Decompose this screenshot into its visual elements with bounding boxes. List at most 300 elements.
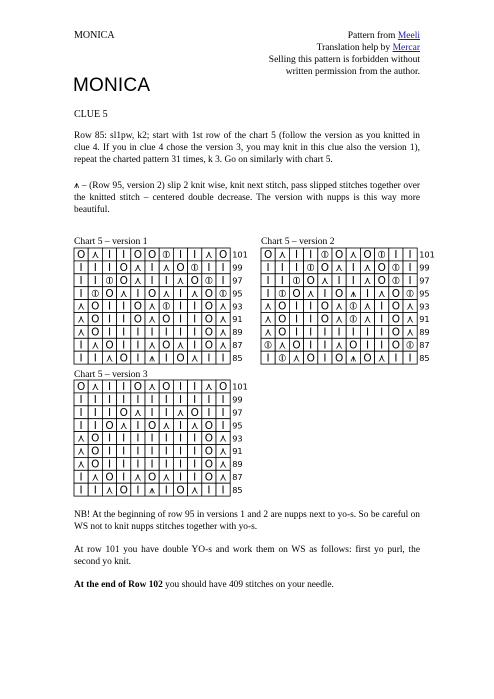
svg-text:I: I xyxy=(323,326,327,339)
chart-cell-yarn-over xyxy=(318,313,332,326)
chart-cell-decrease xyxy=(261,300,275,313)
svg-text:I: I xyxy=(294,300,299,313)
svg-text:⋏: ⋏ xyxy=(321,274,329,287)
double-decrease-symbol: ⩚ xyxy=(74,181,80,191)
svg-text:⋏: ⋏ xyxy=(134,274,142,287)
svg-text:O: O xyxy=(91,458,100,471)
chart-cell-knit xyxy=(74,419,88,432)
chart-cell-yarn-over xyxy=(202,313,216,326)
chart-cell-nupp xyxy=(318,248,332,261)
svg-text:O: O xyxy=(363,249,372,262)
credit-line-pattern: Pattern from Meeli xyxy=(347,31,420,41)
chart-cell-knit xyxy=(117,457,131,470)
svg-text:I: I xyxy=(136,458,140,471)
svg-text:⦶: ⦶ xyxy=(162,249,171,262)
svg-text:I: I xyxy=(193,432,197,445)
svg-text:O: O xyxy=(176,261,185,274)
svg-text:I: I xyxy=(193,313,197,326)
svg-text:I: I xyxy=(122,300,126,313)
chart-cell-knit xyxy=(202,393,216,406)
row-number: 95 xyxy=(232,420,243,431)
chart-cell-yarn-over xyxy=(389,287,403,300)
svg-text:O: O xyxy=(204,300,214,313)
svg-text:I: I xyxy=(107,261,112,274)
svg-text:I: I xyxy=(150,274,154,287)
chart-cell-yarn-over xyxy=(202,300,216,313)
svg-text:O: O xyxy=(76,249,86,262)
chart-cell-nupp xyxy=(216,287,230,300)
chart-cell-decrease xyxy=(202,248,216,261)
chart-cell-decrease xyxy=(375,287,389,300)
chart-cell-decrease xyxy=(74,313,88,326)
svg-text:O: O xyxy=(133,249,143,262)
svg-text:⋏: ⋏ xyxy=(264,326,272,339)
chart-cell-yarn-over xyxy=(74,380,88,393)
svg-text:⋏: ⋏ xyxy=(406,313,414,326)
svg-text:I: I xyxy=(93,419,97,432)
svg-text:O: O xyxy=(147,287,157,300)
chart-cell-knit xyxy=(102,325,116,338)
svg-text:I: I xyxy=(193,326,197,339)
chart-cell-knit xyxy=(74,406,88,419)
chart-cell-decrease xyxy=(216,432,230,445)
chart-cell-decrease xyxy=(403,313,417,326)
svg-text:O: O xyxy=(204,339,214,352)
svg-text:I: I xyxy=(351,261,355,274)
chart-cell-knit xyxy=(74,338,88,351)
chart-cell-yarn-over xyxy=(332,351,346,364)
chart-cell-double-decrease xyxy=(346,351,360,364)
svg-text:O: O xyxy=(176,484,185,497)
svg-text:⋏: ⋏ xyxy=(205,249,213,262)
chart-cell-yarn-over xyxy=(202,287,216,300)
chart-cell-knit xyxy=(318,287,332,300)
chart-cell-decrease xyxy=(275,248,289,261)
chart-cell-yarn-over xyxy=(102,419,116,432)
chart-cell-knit xyxy=(173,287,187,300)
svg-text:I: I xyxy=(280,261,284,274)
svg-text:⋏: ⋏ xyxy=(105,484,114,497)
chart-cell-decrease xyxy=(131,261,145,274)
chart-cell-yarn-over xyxy=(261,248,275,261)
chart-cell-knit xyxy=(102,406,116,419)
chart-cell-knit xyxy=(173,248,187,261)
chart-cell-decrease xyxy=(102,351,116,364)
svg-text:O: O xyxy=(204,432,214,445)
svg-text:I: I xyxy=(136,445,140,458)
svg-text:I: I xyxy=(266,261,270,274)
chart-cell-knit xyxy=(346,261,360,274)
svg-text:I: I xyxy=(79,352,83,365)
svg-text:⩚: ⩚ xyxy=(350,352,357,365)
svg-text:⋏: ⋏ xyxy=(219,445,227,458)
svg-text:I: I xyxy=(337,326,341,339)
chart-cell-yarn-over xyxy=(275,300,289,313)
svg-text:⋏: ⋏ xyxy=(176,274,185,287)
svg-text:I: I xyxy=(136,287,140,300)
svg-text:I: I xyxy=(164,484,168,497)
chart-cell-knit xyxy=(304,300,318,313)
svg-text:⋏: ⋏ xyxy=(205,381,213,394)
chart-cell-knit xyxy=(131,457,145,470)
svg-text:⋏: ⋏ xyxy=(119,419,128,432)
chart-cell-knit xyxy=(216,274,230,287)
svg-text:I: I xyxy=(107,381,112,394)
chart-cell-knit xyxy=(102,457,116,470)
chart-cell-knit xyxy=(289,325,303,338)
svg-text:⦶: ⦶ xyxy=(264,339,272,352)
chart-cell-knit xyxy=(261,261,275,274)
svg-text:I: I xyxy=(136,419,140,432)
chart-cell-nupp xyxy=(375,248,389,261)
chart-cell-decrease xyxy=(88,248,102,261)
svg-text:I: I xyxy=(122,471,126,484)
svg-text:I: I xyxy=(107,326,112,339)
chart-cell-knit xyxy=(389,248,403,261)
chart-cell-decrease xyxy=(332,338,346,351)
svg-text:I: I xyxy=(221,261,225,274)
svg-text:⋏: ⋏ xyxy=(190,352,199,365)
chart-cell-knit xyxy=(131,287,145,300)
svg-text:I: I xyxy=(79,261,83,274)
chart-cell-decrease xyxy=(145,300,159,313)
svg-text:⦶: ⦶ xyxy=(190,261,199,274)
svg-text:I: I xyxy=(178,287,183,300)
row-number: 93 xyxy=(232,301,243,312)
svg-text:⋏: ⋏ xyxy=(148,300,156,313)
end-of-row-note: At the end of Row 102 you should have 409 stitches on your needle. xyxy=(74,580,334,590)
svg-text:O: O xyxy=(147,249,157,262)
svg-text:I: I xyxy=(207,406,211,419)
chart-cell-knit xyxy=(159,351,173,364)
chart-cell-knit xyxy=(332,274,346,287)
page-title: MONICA xyxy=(73,75,151,96)
chart-cell-yarn-over xyxy=(188,274,202,287)
chart-cell-yarn-over xyxy=(173,483,187,496)
svg-text:O: O xyxy=(391,287,401,300)
svg-text:⩚: ⩚ xyxy=(149,352,156,365)
svg-text:I: I xyxy=(178,419,183,432)
svg-text:I: I xyxy=(266,352,270,365)
svg-text:I: I xyxy=(178,313,183,326)
chart-cell-knit xyxy=(117,432,131,445)
chart-cell-decrease xyxy=(216,457,230,470)
svg-text:⋏: ⋏ xyxy=(148,381,156,394)
chart-cell-yarn-over xyxy=(289,287,303,300)
svg-text:O: O xyxy=(377,261,386,274)
svg-text:⋏: ⋏ xyxy=(219,471,227,484)
chart-cell-knit xyxy=(188,432,202,445)
chart-cell-nupp xyxy=(289,274,303,287)
chart-cell-knit xyxy=(117,248,131,261)
chart-cell-knit xyxy=(88,351,102,364)
chart-cell-yarn-over xyxy=(88,300,102,313)
chart-cell-decrease xyxy=(117,287,131,300)
chart-cell-knit xyxy=(117,380,131,393)
row-number: 99 xyxy=(419,262,430,273)
row101-note: At row 101 you have double YO-s and work them on WS as follows: first yo purl, the second yo knit. xyxy=(74,545,420,567)
chart-cell-knit xyxy=(173,445,187,458)
svg-text:O: O xyxy=(190,274,199,287)
row-number: 91 xyxy=(232,446,243,457)
svg-text:⋏: ⋏ xyxy=(77,458,85,471)
chart-cell-knit xyxy=(145,274,159,287)
chart-cell-yarn-over xyxy=(131,380,145,393)
chart-cell-decrease xyxy=(145,338,159,351)
svg-text:I: I xyxy=(136,484,140,497)
svg-text:I: I xyxy=(380,339,384,352)
svg-text:I: I xyxy=(294,249,299,262)
chart-cell-knit xyxy=(173,380,187,393)
svg-text:I: I xyxy=(79,419,83,432)
chart-cell-nupp xyxy=(275,287,289,300)
meeli-link[interactable]: Meeli xyxy=(397,31,420,41)
svg-text:O: O xyxy=(204,471,214,484)
svg-text:⋏: ⋏ xyxy=(91,381,100,394)
svg-text:I: I xyxy=(380,326,384,339)
svg-text:⋏: ⋏ xyxy=(264,300,272,313)
svg-text:I: I xyxy=(309,249,313,262)
chart-cell-yarn-over xyxy=(88,445,102,458)
chart-cell-knit xyxy=(102,380,116,393)
svg-text:I: I xyxy=(150,393,154,406)
chart-cell-yarn-over xyxy=(375,261,389,274)
chart-cell-knit xyxy=(275,261,289,274)
chart-cell-decrease xyxy=(403,325,417,338)
svg-text:⋏: ⋏ xyxy=(148,313,156,326)
clue-heading: CLUE 5 xyxy=(74,109,108,120)
chart-cell-yarn-over xyxy=(74,248,88,261)
svg-text:I: I xyxy=(136,352,140,365)
row-number: 85 xyxy=(232,352,243,363)
svg-text:⋏: ⋏ xyxy=(77,300,85,313)
svg-text:⦶: ⦶ xyxy=(349,313,358,326)
svg-text:I: I xyxy=(122,313,126,326)
chart-cell-decrease xyxy=(117,419,131,432)
chart-cell-yarn-over xyxy=(117,274,131,287)
row-number: 87 xyxy=(232,471,243,482)
chart-cell-knit xyxy=(173,470,187,483)
svg-text:O: O xyxy=(162,339,171,352)
chart-cell-nupp xyxy=(88,287,102,300)
svg-text:I: I xyxy=(178,432,183,445)
chart-cell-knit xyxy=(117,338,131,351)
svg-text:I: I xyxy=(122,393,126,406)
chart-cell-yarn-over xyxy=(117,483,131,496)
chart-cell-knit xyxy=(216,351,230,364)
chart-cell-yarn-over xyxy=(318,261,332,274)
svg-text:O: O xyxy=(119,352,128,365)
chart-cell-knit xyxy=(389,351,403,364)
chart-cell-knit xyxy=(88,406,102,419)
chart-cell-double-decrease xyxy=(145,483,159,496)
chart-cell-knit xyxy=(173,300,187,313)
svg-text:O: O xyxy=(105,471,114,484)
svg-text:⦶: ⦶ xyxy=(219,287,227,300)
svg-text:O: O xyxy=(105,419,114,432)
chart-cell-knit xyxy=(74,351,88,364)
svg-text:⦶: ⦶ xyxy=(292,274,301,287)
chart-cell-knit xyxy=(131,445,145,458)
row-number: 95 xyxy=(419,288,430,299)
chart-cell-knit xyxy=(102,445,116,458)
svg-text:O: O xyxy=(334,352,344,365)
svg-text:⦶: ⦶ xyxy=(278,352,287,365)
svg-text:⋏: ⋏ xyxy=(176,339,185,352)
chart-cell-knit xyxy=(188,313,202,326)
svg-text:I: I xyxy=(193,249,197,262)
chart-cell-knit xyxy=(188,393,202,406)
chart-cell-knit xyxy=(403,274,417,287)
svg-text:I: I xyxy=(365,287,370,300)
svg-text:I: I xyxy=(164,274,168,287)
svg-text:I: I xyxy=(178,471,183,484)
svg-text:⋏: ⋏ xyxy=(264,313,272,326)
svg-text:⦶: ⦶ xyxy=(306,261,315,274)
svg-text:I: I xyxy=(207,352,211,365)
svg-text:O: O xyxy=(147,471,157,484)
svg-text:O: O xyxy=(320,261,330,274)
nb-note: NB! At the beginning of row 95 in versions 1 and 2 are nupps next to yo-s. So be careful on WS not to knit nupps stitches together with yo-s. xyxy=(74,510,420,532)
chart-cell-knit xyxy=(360,287,374,300)
chart-cell-knit xyxy=(304,325,318,338)
chart-cell-knit xyxy=(173,313,187,326)
svg-text:O: O xyxy=(162,381,171,394)
svg-text:⋏: ⋏ xyxy=(219,326,227,339)
svg-text:I: I xyxy=(136,432,140,445)
chart-cell-knit xyxy=(188,325,202,338)
row-number: 101 xyxy=(232,381,248,392)
chart-cell-knit xyxy=(102,313,116,326)
chart-cell-yarn-over xyxy=(332,248,346,261)
svg-text:⋏: ⋏ xyxy=(406,300,414,313)
svg-text:I: I xyxy=(93,484,97,497)
chart-cell-knit xyxy=(304,248,318,261)
chart-cell-decrease xyxy=(360,300,374,313)
chart-cell-knit xyxy=(261,351,275,364)
svg-text:⋏: ⋏ xyxy=(190,484,199,497)
chart-cell-knit xyxy=(216,393,230,406)
chart-cell-knit xyxy=(145,406,159,419)
svg-text:I: I xyxy=(122,249,126,262)
chart-cell-yarn-over xyxy=(145,419,159,432)
chart-cell-knit xyxy=(202,351,216,364)
svg-text:I: I xyxy=(207,484,211,497)
svg-text:⦶: ⦶ xyxy=(406,339,414,352)
svg-text:⋏: ⋏ xyxy=(278,249,287,262)
svg-text:I: I xyxy=(93,393,97,406)
chart-cell-knit xyxy=(289,300,303,313)
svg-text:O: O xyxy=(306,352,315,365)
chart-cell-yarn-over xyxy=(216,380,230,393)
row-number: 89 xyxy=(232,459,243,470)
svg-text:I: I xyxy=(122,432,126,445)
svg-text:O: O xyxy=(176,352,185,365)
chart-cell-knit xyxy=(188,470,202,483)
chart-cell-knit xyxy=(318,338,332,351)
svg-text:I: I xyxy=(266,274,270,287)
chart-cell-knit xyxy=(159,325,173,338)
row-number: 97 xyxy=(232,275,243,286)
svg-text:O: O xyxy=(391,313,401,326)
svg-text:I: I xyxy=(79,406,83,419)
svg-text:⦶: ⦶ xyxy=(278,287,287,300)
svg-text:⋏: ⋏ xyxy=(349,249,358,262)
chart-cell-yarn-over xyxy=(159,380,173,393)
svg-text:O: O xyxy=(133,381,143,394)
copyright-line-1: Selling this pattern is forbidden without xyxy=(268,55,420,65)
svg-text:O: O xyxy=(363,352,372,365)
chart-cell-decrease xyxy=(159,470,173,483)
svg-text:O: O xyxy=(91,326,100,339)
chart-cell-knit xyxy=(173,419,187,432)
svg-text:⋏: ⋏ xyxy=(148,339,156,352)
chart-cell-knit xyxy=(159,274,173,287)
chart-cell-yarn-over xyxy=(304,274,318,287)
row-number: 87 xyxy=(232,339,243,350)
svg-text:O: O xyxy=(391,326,401,339)
chart-cell-yarn-over xyxy=(389,313,403,326)
chart-cell-decrease xyxy=(216,313,230,326)
svg-text:I: I xyxy=(193,339,197,352)
svg-text:I: I xyxy=(79,287,83,300)
svg-text:⦶: ⦶ xyxy=(162,300,171,313)
chart-cell-knit xyxy=(375,325,389,338)
svg-text:⋏: ⋏ xyxy=(162,471,171,484)
row-number: 93 xyxy=(232,433,243,444)
chart-cell-nupp xyxy=(389,261,403,274)
svg-text:O: O xyxy=(278,300,287,313)
chart-cell-decrease xyxy=(173,406,187,419)
chart-cell-yarn-over xyxy=(188,406,202,419)
svg-text:O: O xyxy=(91,432,100,445)
svg-text:⋏: ⋏ xyxy=(134,471,142,484)
svg-text:O: O xyxy=(278,313,287,326)
svg-text:I: I xyxy=(107,458,112,471)
chart-cell-nupp xyxy=(275,351,289,364)
chart-cell-knit xyxy=(145,261,159,274)
svg-text:I: I xyxy=(79,471,83,484)
chart-cell-knit xyxy=(74,393,88,406)
svg-text:O: O xyxy=(91,445,100,458)
chart-cell-knit xyxy=(102,432,116,445)
chart-cell-decrease xyxy=(74,457,88,470)
chart-cell-knit xyxy=(74,287,88,300)
svg-text:O: O xyxy=(349,339,358,352)
svg-text:I: I xyxy=(221,406,225,419)
svg-text:I: I xyxy=(93,274,97,287)
svg-text:I: I xyxy=(193,471,197,484)
svg-text:I: I xyxy=(309,339,313,352)
chart-cell-decrease xyxy=(360,313,374,326)
svg-text:I: I xyxy=(309,313,313,326)
chart-cell-knit xyxy=(173,457,187,470)
chart-cell-knit xyxy=(261,287,275,300)
svg-text:⋏: ⋏ xyxy=(377,287,386,300)
mercar-link[interactable]: Mercar xyxy=(392,43,420,53)
svg-text:O: O xyxy=(91,300,100,313)
chart-cell-yarn-over xyxy=(275,313,289,326)
chart-cell-knit xyxy=(188,300,202,313)
chart-cell-knit xyxy=(304,313,318,326)
svg-text:I: I xyxy=(164,445,168,458)
row-number: 89 xyxy=(419,327,430,338)
chart-cell-nupp xyxy=(261,338,275,351)
svg-text:I: I xyxy=(221,419,225,432)
svg-text:I: I xyxy=(79,274,83,287)
chart-cell-decrease xyxy=(375,351,389,364)
chart-cell-decrease xyxy=(202,380,216,393)
